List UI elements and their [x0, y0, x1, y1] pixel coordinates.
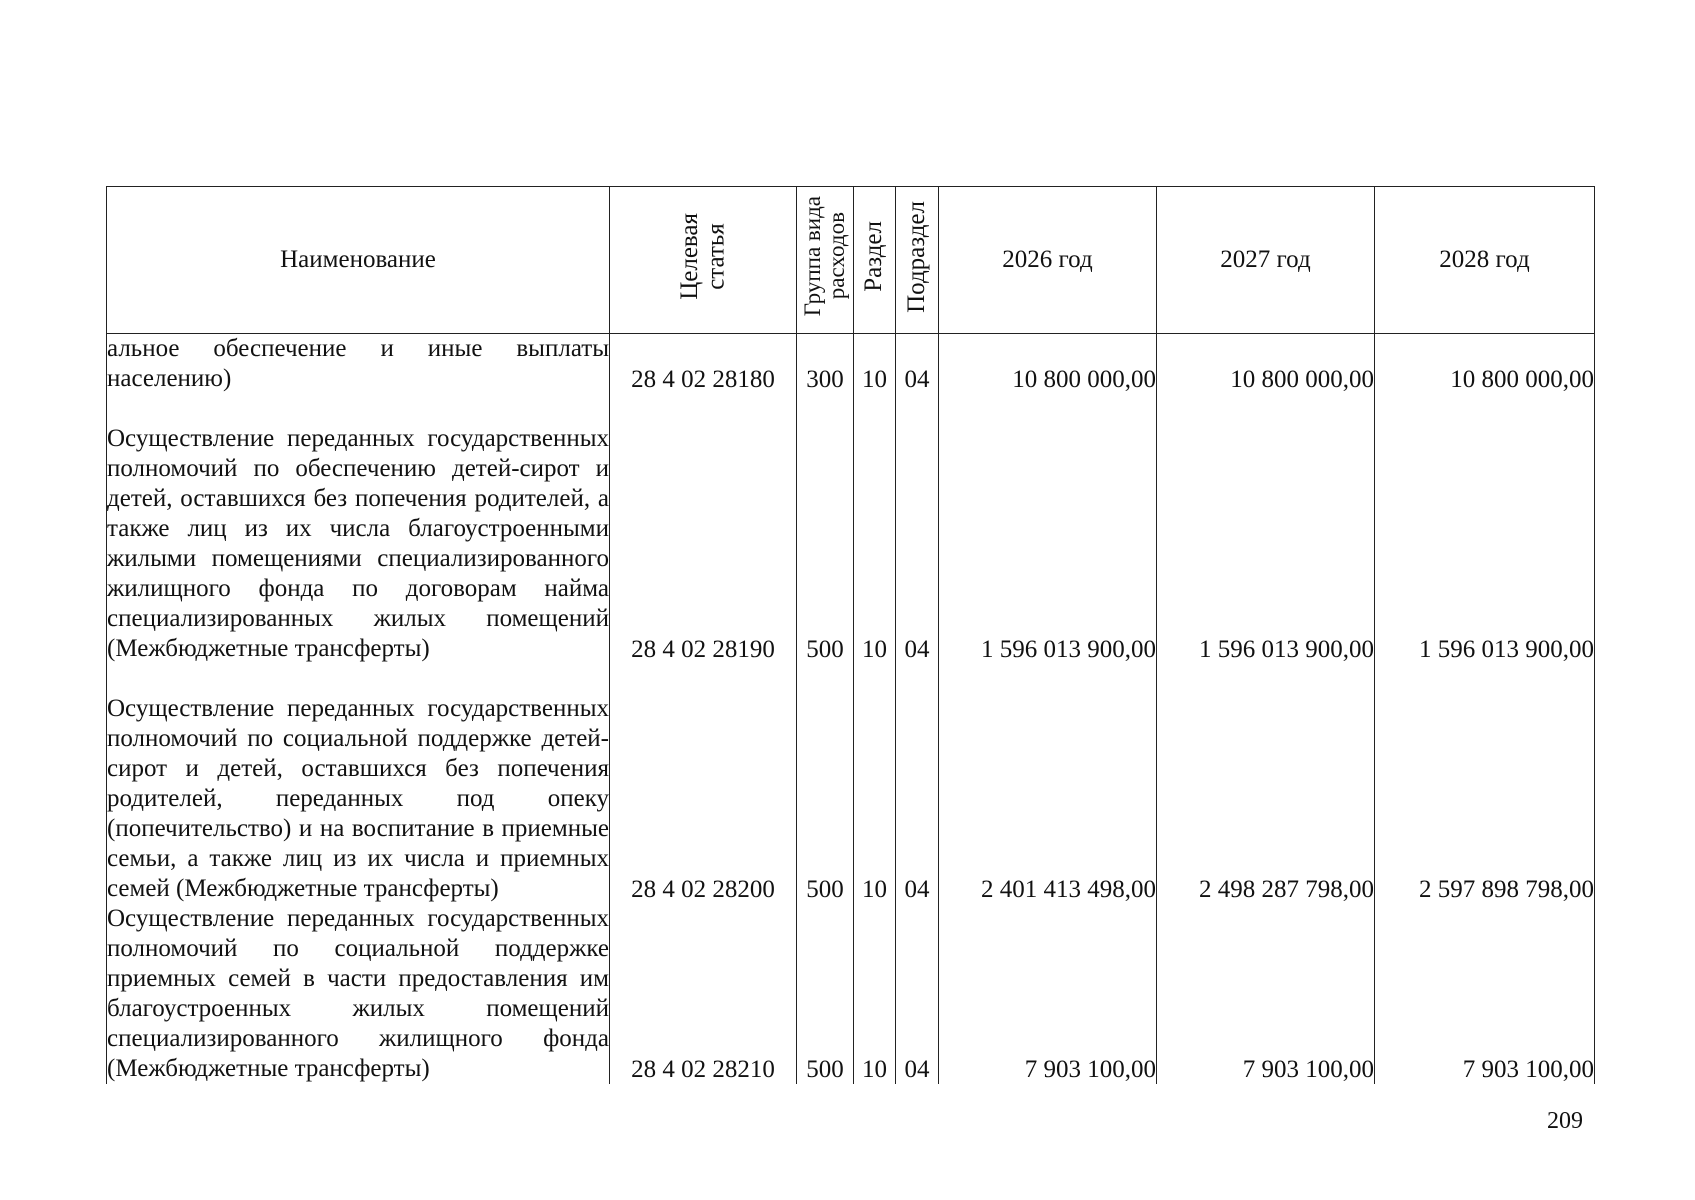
header-expense-group: Группа вида расходов — [797, 187, 854, 334]
table-row — [107, 334, 1595, 395]
row-subsection: 04 — [896, 904, 939, 1084]
table-row — [107, 394, 1595, 664]
row-amount-2028: 7 903 100,00 — [1375, 904, 1595, 1084]
header-name: Наименование — [107, 187, 610, 334]
row-group: 500 — [797, 394, 854, 664]
row-name: Осуществление переданных государственных полномочий по социальной поддержке детей-сирот и детей, оставшихся без попечения родителей, переданных под опеку (попечительство) и на воспитание в приемные семьи, а также лиц из их числа и приемных семей (Межбюджетные трансферты) — [107, 664, 610, 904]
header-subsection: Подраздел — [896, 187, 939, 334]
row-amount-2026: 1 596 013 900,00 — [939, 394, 1157, 664]
row-amount-2028: 2 597 898 798,00 — [1375, 664, 1595, 904]
table-header-row — [107, 187, 1595, 334]
row-name: альное обеспечение и иные выплаты населению) — [107, 335, 609, 392]
row-amount-2028: 10 800 000,00 — [1375, 334, 1595, 395]
row-name: Осуществление переданных государственных полномочий по социальной поддержке приемных семей в части предоставления им благоустроенных жилых помещений специализированного жилищного фонда (Межбюджетные трансферты) — [107, 905, 609, 1082]
row-amount-2027: 7 903 100,00 — [1157, 904, 1375, 1084]
row-subsection: 04 — [896, 394, 939, 664]
row-amount-2027: 2 498 287 798,00 — [1157, 664, 1375, 904]
row-section: 10 — [854, 904, 896, 1084]
header-target-article: Целевая статья — [610, 187, 797, 334]
page-number: 209 — [1547, 1108, 1583, 1134]
row-code: 28 4 02 28200 — [610, 664, 797, 904]
row-section: 10 — [854, 394, 896, 664]
row-subsection: 04 — [896, 664, 939, 904]
table-row — [107, 664, 1595, 904]
row-name: Осуществление переданных государственных полномочий по обеспечению детей-сирот и детей, оставшихся без попечения родителей, а также лиц из их числа благоустроенными жилыми помещениями специализированного жилищного фонда по договорам найма специализированных жилых помещений (Межбюджетные трансферты) — [107, 394, 610, 664]
header-section: Раздел — [854, 187, 896, 334]
row-section: 10 — [854, 334, 896, 395]
row-code: 28 4 02 28190 — [610, 394, 797, 664]
row-amount-2026: 7 903 100,00 — [939, 904, 1157, 1084]
row-section: 10 — [854, 664, 896, 904]
row-code: 28 4 02 28180 — [610, 334, 797, 395]
row-group: 500 — [797, 904, 854, 1084]
table-row — [107, 904, 1595, 1084]
row-amount-2026: 10 800 000,00 — [939, 334, 1157, 395]
header-year-2026: 2026 год — [939, 187, 1157, 334]
row-group: 500 — [797, 664, 854, 904]
row-group: 300 — [797, 334, 854, 395]
row-subsection: 04 — [896, 334, 939, 395]
row-amount-2028: 1 596 013 900,00 — [1375, 394, 1595, 664]
row-amount-2027: 1 596 013 900,00 — [1157, 394, 1375, 664]
row-code: 28 4 02 28210 — [610, 904, 797, 1084]
row-amount-2027: 10 800 000,00 — [1157, 334, 1375, 395]
header-year-2027: 2027 год — [1157, 187, 1375, 334]
budget-table — [106, 186, 1595, 1084]
row-amount-2026: 2 401 413 498,00 — [939, 664, 1157, 904]
header-year-2028: 2028 год — [1375, 187, 1595, 334]
